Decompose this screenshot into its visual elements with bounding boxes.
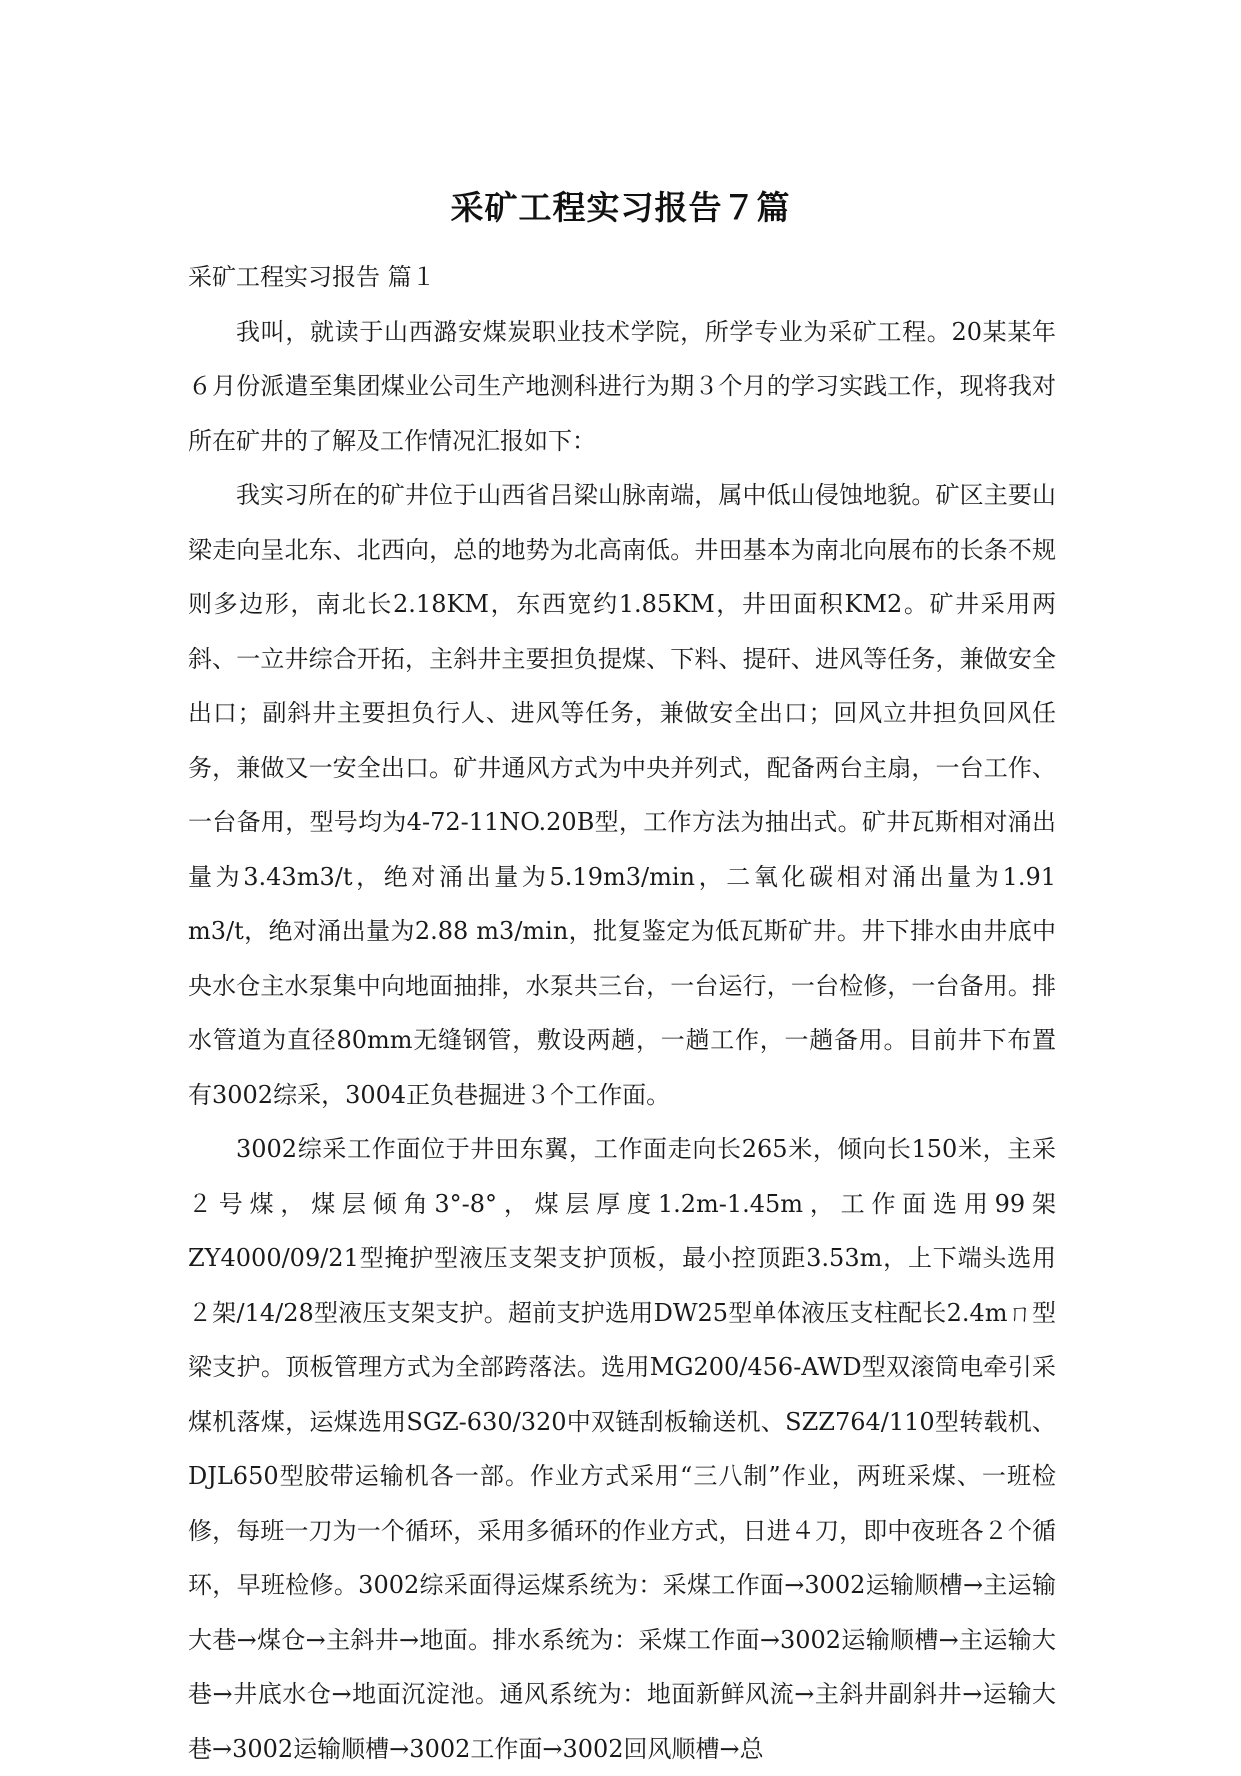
document-body: [188, 250, 1056, 1776]
paragraph-working-face: 3002综采工作面位于井田东翼，工作面走向长265米，倾向长150米，主采２号煤，煤层倾角3°-8°，煤层厚度1.2m-1.45m，工作面选用99架ZY4000/09/21型掩护型液压支架支护顶板，最小控顶距3.53m，上下端头选用２架/14/28型液压支架支护。超前支护选用DW25型单体液压支柱配长2.4mㄇ型梁支护。顶板管理方式为全部跨落法。选用MG200/456-AWD型双滚筒电牵引采煤机落煤，运煤选用SGZ-630/320中双链刮板输送机、SZZ764/110型转载机、DJL650型胶带运输机各一部。作业方式采用“三八制”作业，两班采煤、一班检修，每班一刀为一个循环，采用多循环的作业方式，日进４刀，即中夜班各２个循环，早班检修。3002综采面得运煤系统为：采煤工作面→3002运输顺槽→主运输大巷→煤仓→主斜井→地面。排水系统为：采煤工作面→3002运输顺槽→主运输大巷→井底水仓→地面沉淀池。通风系统为：地面新鲜风流→主斜井副斜井→运输大巷→3002运输顺槽→3002工作面→3002回风顺槽→总: [188, 1135, 1056, 1763]
paragraph-mine-overview: 我实习所在的矿井位于山西省吕梁山脉南端，属中低山侵蚀地貌。矿区主要山梁走向呈北东、北西向，总的地势为北高南低。井田基本为南北向展布的长条不规则多边形，南北长2.18KM，东西宽约1.85KM，井田面积KM2。矿井采用两斜、一立井综合开拓，主斜井主要担负提煤、下料、提矸、进风等任务，兼做安全出口；副斜井主要担负行人、进风等任务，兼做安全出口；回风立井担负回风任务，兼做又一安全出口。矿井通风方式为中央并列式，配备两台主扇，一台工作、一台备用，型号均为4-72-11NO.20B型，工作方法为抽出式。矿井瓦斯相对涌出量为3.43m3/t，绝对涌出量为5.19m3/min，二氧化碳相对涌出量为1.91 m3/t，绝对涌出量为2.88 m3/min，批复鉴定为低瓦斯矿井。井下排水由井底中央水仓主水泵集中向地面抽排，水泵共三台，一台运行，一台检修，一台备用。排水管道为直径80mm无缝钢管，敷设两趟，一趟工作，一趟备用。目前井下布置有3002综采，3004正负巷掘进３个工作面。: [188, 481, 1056, 1109]
paragraph-intro: 我叫，就读于山西潞安煤炭职业技术学院，所学专业为采矿工程。20某某年６月份派遣至集团煤业公司生产地测科进行为期３个月的学习实践工作，现将我对所在矿井的了解及工作情况汇报如下：: [188, 317, 1056, 455]
section-heading: 采矿工程实习报告 篇１: [188, 263, 436, 291]
document-title: 采矿工程实习报告７篇: [450, 188, 791, 227]
